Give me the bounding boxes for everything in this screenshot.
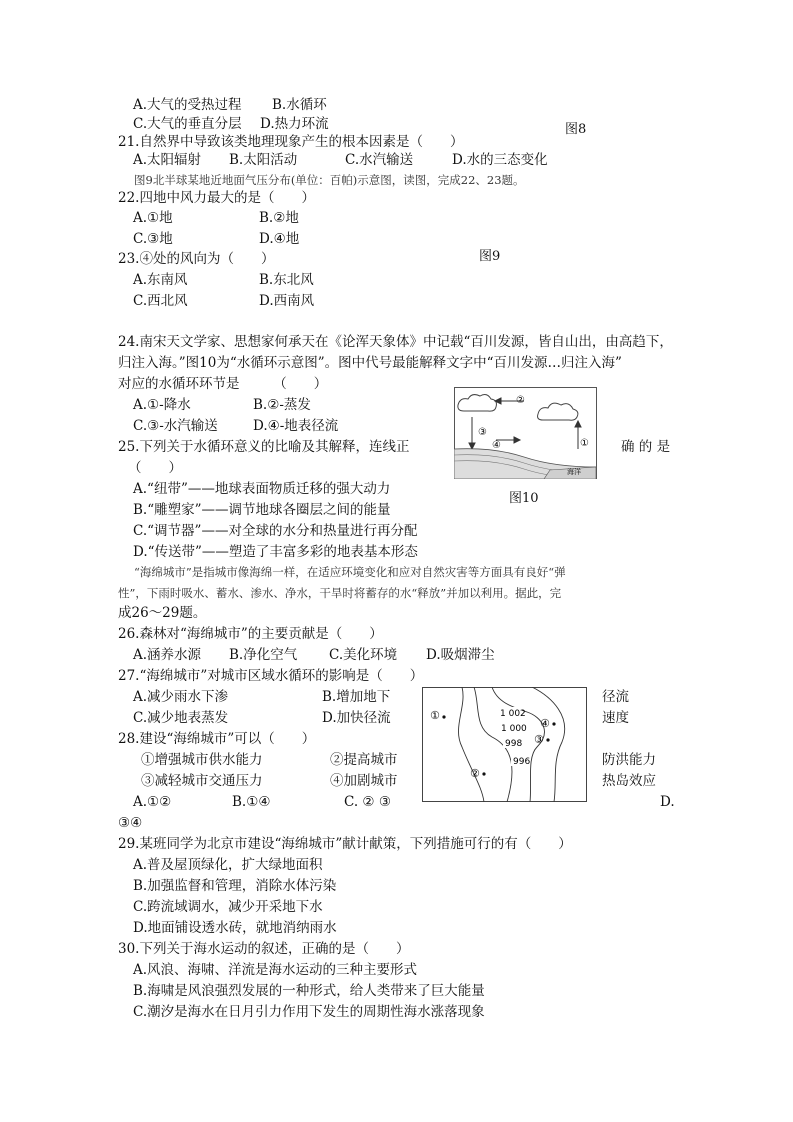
q29-option-d: D.地面铺设透水砖，就地消纳雨水 [133,920,337,936]
q24-line-2: 归注入海。”图10为“水循环示意图”。图中代号最能解释文字中“百川发源…归注入海” [118,355,622,371]
figure-10-mark-2: ② [516,395,525,406]
q27-option-b-end: 径流 [602,689,629,705]
q26-option-a: A.涵养水源 [133,647,202,663]
q21-option-d: D.水的三态变化 [452,152,548,168]
figure-9-isobar-map [422,687,587,802]
q27-option-b: B.增加地下 [322,689,391,705]
q26-option-c: C.美化环境 [329,647,398,663]
q21-option-b: B.太阳活动 [229,152,298,168]
q28-option-a: A.①② [133,794,172,810]
point-1-label: ① [430,709,440,722]
q25-option-b: B.“雕塑家”——调节地球各圈层之间的能量 [133,502,391,518]
q22-option-c: C.③地 [133,231,173,247]
q24-option-b: B.②-蒸发 [253,397,311,413]
isobar-label-1002: 1 002 [500,709,526,719]
q24-option-d: D.④-地表径流 [253,418,339,434]
q28-statement-4: ④加剧城市 [330,773,398,789]
q22-option-a: A.①地 [133,210,173,226]
figure-10-mark-3: ③ [478,427,487,438]
q21-stem: 21.自然界中导致该类地理现象产生的根本因素是（ ） [118,134,464,150]
q22-option-b: B.②地 [259,210,299,226]
isobar-label-998: 998 [505,739,523,749]
figure-10-sea-label: 海洋 [567,468,581,476]
isobar-label-1000: 1 000 [501,724,527,734]
q23-option-d: D.西南风 [259,293,315,309]
figure-10-mark-4: ④ [492,440,501,451]
q24-option-a: A.①-降水 [133,397,191,413]
q20-option-c: C.大气的垂直分层 [133,116,242,132]
q30-option-b: B.海啸是风浪强烈发展的一种形式，给人类带来了巨大能量 [133,983,485,999]
figure-9-caption: 图9 [479,249,501,264]
point-3-label: ③ [534,733,544,746]
point-4-label: ④ [540,717,550,730]
q25-option-d: D.“传送带”——塑造了丰富多彩的地表基本形态 [133,544,418,560]
q26-option-b: B.净化空气 [229,647,298,663]
q20-option-d: D.热力环流 [260,116,329,132]
q28-option-d: D. [660,794,675,810]
q29-option-a: A.普及屋顶绿化，扩大绿地面积 [133,857,323,873]
q28-statement-2: ②提高城市 [330,752,398,768]
q24-option-c: C.③-水汽输送 [133,418,218,434]
q23-option-b: B.东北风 [259,272,314,288]
q26-stem: 26.森林对“海绵城市”的主要贡献是（ ） [118,626,383,642]
q30-option-a: A.风浪、海啸、洋流是海水运动的三种主要形式 [133,962,418,978]
q23-option-c: C.西北风 [133,293,188,309]
q23-stem: 23.④处的风向为（ ） [118,251,275,267]
q28-statement-3: ③减轻城市交通压力 [141,773,263,789]
q22-stem: 22.四地中风力最大的是（ ） [118,190,315,206]
point-2-label: ② [470,767,480,780]
isobar-label-996: 996 [513,757,531,767]
q20-option-a: A.大气的受热过程 [133,97,242,113]
q24-line-1: 24.南宋天文学家、思想家何承天在《论浑天象体》中记载“百川发源，皆自山出，由高趋下， [118,334,673,350]
q21-option-a: A.太阳辐射 [133,152,202,168]
q27-option-d: D.加快径流 [322,710,391,726]
q28-option-d-cont: ③④ [118,815,143,831]
q25-stem: 25.下列关于水循环意义的比喻及其解释，连线正 [118,439,410,455]
q25-option-c: C.“调节器”——对全球的水分和热量进行再分配 [133,523,418,539]
q21-option-c: C.水汽输送 [345,152,414,168]
q28-option-c: C. ② ③ [344,794,391,810]
figure-10-caption: 图10 [509,491,539,506]
q27-option-c: C.减少地表蒸发 [133,710,229,726]
q28-statement-2-end: 防洪能力 [602,752,656,768]
q26-option-d: D.吸烟滞尘 [426,647,495,663]
q23-option-a: A.东南风 [133,272,188,288]
q27-option-d-end: 速度 [602,710,629,726]
q25-stem-end: 确 的 是 [621,439,671,455]
q20-option-b: B.水循环 [272,97,327,113]
q27-stem: 27.“海绵城市”对城市区域水循环的影响是（ ） [118,668,424,684]
q28-statement-1: ①增强城市供水能力 [141,752,263,768]
q30-stem: 30.下列关于海水运动的叙述，正确的是（ ） [118,941,410,957]
figure-10-mark-1: ① [580,438,589,449]
q29-option-b: B.加强监督和管理，消除水体污染 [133,878,337,894]
q29-stem: 29.某班同学为北京市建设“海绵城市”献计献策，下列措施可行的有（ ） [118,836,572,852]
q28-statement-4-end: 热岛效应 [602,773,656,789]
figure-10-water-cycle-diagram [454,387,597,479]
q29-option-c: C.跨流域调水，减少开采地下水 [133,899,323,915]
sponge-city-intro-line-1: “海绵城市”是指城市像海绵一样，在适应环境变化和应对自然灾害等方面具有良好“弹 [134,565,566,579]
sponge-city-intro-line-3: 成26～29题。 [118,605,207,621]
q25-answer-paren: （ ） [128,460,182,476]
q22-option-d: D.④地 [259,231,300,247]
q27-option-a: A.减少雨水下渗 [133,689,229,705]
q28-option-b: B.①④ [232,794,271,810]
q28-stem: 28.建设“海绵城市”可以（ ） [118,731,316,747]
q30-option-c: C.潮汐是海水在日月引力作用下发生的周期性海水涨落现象 [133,1004,485,1020]
q24-line-3: 对应的水循环环节是 （ ） [118,376,328,392]
sponge-city-intro-line-2: 性”，下雨时吸水、蓄水、渗水、净水，干旱时将蓄存的水“释放”并加以利用。据此，完 [118,586,562,600]
q25-option-a: A.“纽带”——地球表面物质迁移的强大动力 [133,481,391,497]
figure-8-caption: 图8 [565,122,587,137]
figure-9-intro: 图9北半球某地近地面气压分布(单位：百帕)示意图，读图，完成22、23题。 [134,173,525,187]
